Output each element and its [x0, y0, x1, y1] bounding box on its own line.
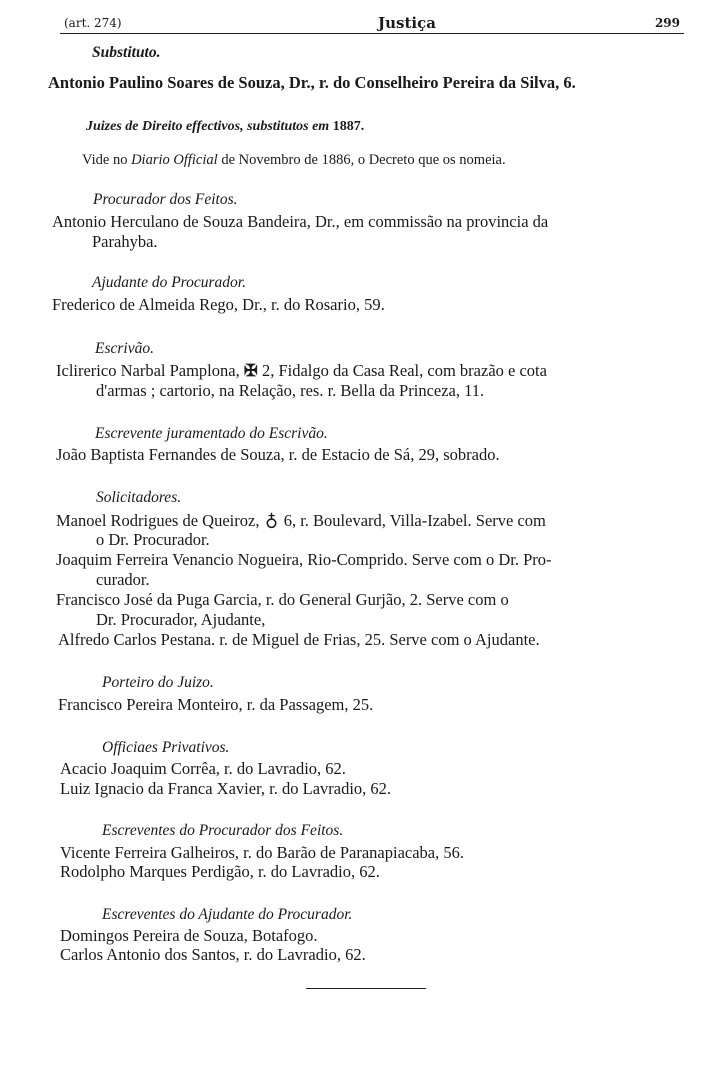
order-cross-icon: ✠: [243, 361, 258, 380]
entry-continuation: curador.: [96, 570, 150, 589]
entry-line: Antonio Paulino Soares de Souza, Dr., r. do Conselheiro Pereira da Silva, 6.: [48, 73, 576, 92]
section-heading-procurador: Procurador dos Feitos.: [93, 191, 238, 208]
section-heading-juizes: Juizes de Direito effectivos, substitutos em 1887.: [86, 119, 365, 134]
page-number: 299: [654, 16, 680, 30]
section-heading-escreventes-procurador: Escreventes do Procurador dos Feitos.: [102, 822, 344, 839]
entry-line: Antonio Herculano de Souza Bandeira, Dr., em commissão na provincia da: [52, 212, 549, 231]
entry-line: Alfredo Carlos Pestana. r. de Miguel de Frias, 25. Serve com o Ajudante.: [58, 630, 540, 649]
section-heading-officiaes: Officiaes Privativos.: [102, 739, 230, 756]
entry-continuation: d'armas ; cartorio, na Relação, res. r. Bella da Princeza, 11.: [96, 381, 485, 400]
section-heading-escreventes-ajudante: Escreventes do Ajudante do Procurador.: [102, 906, 353, 923]
section-heading-escrivao: Escrivão.: [95, 340, 154, 357]
entry-line: Iclirerico Narbal Pamplona, ✠ 2, Fidalgo da Casa Real, com brazão e cota: [56, 361, 547, 380]
order-emblem-icon: ♁: [264, 510, 279, 530]
entry-line: Manoel Rodrigues de Queiroz, ♁ 6, r. Boulevard, Villa-Izabel. Serve com: [56, 510, 546, 530]
entry-line: Domingos Pereira de Souza, Botafogo.: [60, 926, 318, 945]
entry-line: Carlos Antonio dos Santos, r. do Lavradio, 62.: [60, 945, 366, 964]
section-heading-ajudante: Ajudante do Procurador.: [92, 274, 246, 291]
section-heading-porteiro: Porteiro do Juizo.: [102, 674, 214, 691]
section-heading-escrevente-juramentado: Escrevente juramentado do Escrivão.: [95, 425, 328, 442]
entry-continuation: Parahyba.: [92, 232, 158, 251]
entry-line: Frederico de Almeida Rego, Dr., r. do Rosario, 59.: [52, 295, 385, 314]
entry-line: Rodolpho Marques Perdigão, r. do Lavradio, 62.: [60, 862, 380, 881]
entry-line: Luiz Ignacio da Franca Xavier, r. do Lavradio, 62.: [60, 779, 392, 798]
section-heading-solicitadores: Solicitadores.: [96, 489, 182, 506]
note-line: Vide no Diario Official de Novembro de 1886, o Decreto que os nomeia.: [82, 152, 506, 168]
entry-continuation: o Dr. Procurador.: [96, 530, 210, 549]
entry-line: Acacio Joaquim Corrêa, r. do Lavradio, 62.: [60, 759, 346, 778]
article-reference: (art. 274): [64, 16, 122, 30]
page-title: Justiça: [378, 14, 436, 32]
entry-line: João Baptista Fernandes de Souza, r. de Estacio de Sá, 29, sobrado.: [56, 445, 500, 464]
entry-continuation: Dr. Procurador, Ajudante,: [96, 610, 266, 629]
end-rule: [306, 988, 426, 989]
entry-line: Vicente Ferreira Galheiros, r. do Barão de Paranapiacaba, 56.: [60, 843, 465, 862]
entry-line: Francisco Pereira Monteiro, r. da Passagem, 25.: [58, 695, 374, 714]
entry-line: Joaquim Ferreira Venancio Nogueira, Rio-Comprido. Serve com o Dr. Pro-: [56, 550, 552, 569]
section-heading-substituto: Substituto.: [92, 44, 161, 61]
entry-line: Francisco José da Puga Garcia, r. do General Gurjão, 2. Serve com o: [56, 590, 509, 609]
